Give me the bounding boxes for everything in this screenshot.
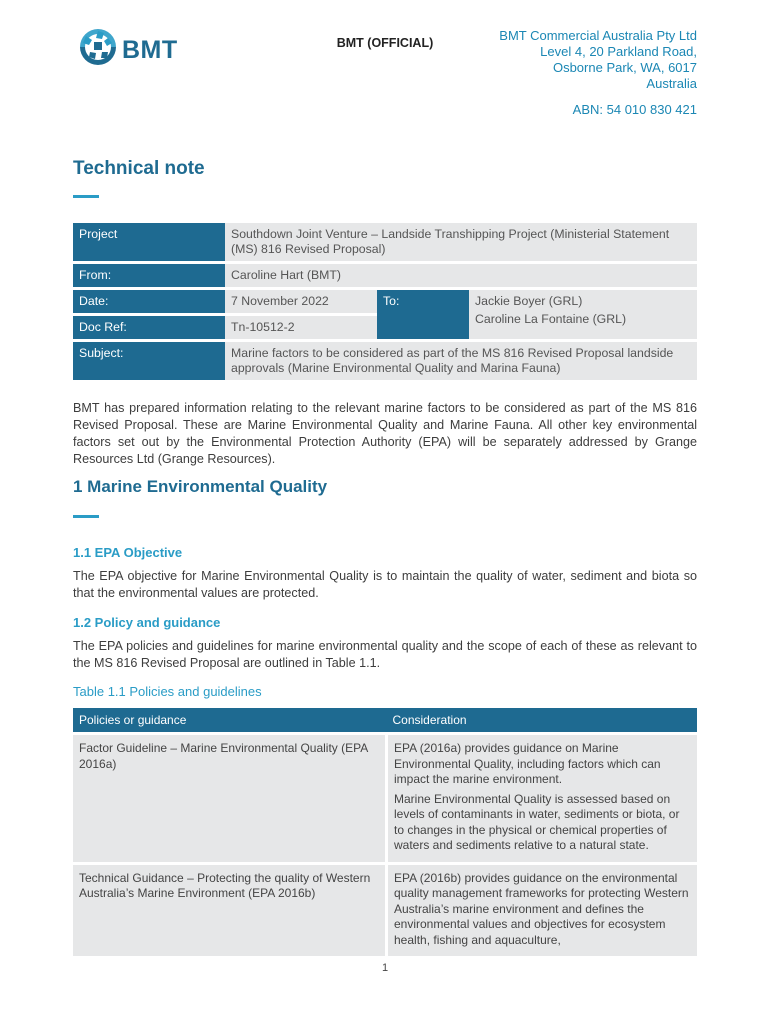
address-line: Osborne Park, WA, 6017 [552,60,697,75]
from-label: From: [73,264,225,287]
meta-row-from [73,264,697,287]
table-row [73,863,697,956]
meta-row-project [73,223,697,261]
address-line: Level 4, 20 Parkland Road, [540,44,697,59]
subsection-paragraph: The EPA objective for Marine Environmental Quality is to maintain the quality of water, sediment and biota so that the environmental values are protected. [73,569,697,600]
subsection-heading: 1.1 EPA Objective [73,545,183,560]
from-value: Caroline Hart (BMT) [225,264,697,287]
abn-number: ABN: 54 010 830 421 [572,102,697,117]
subject-value: Marine factors to be considered as part of the MS 816 Revised Proposal landside approvals (Marine Environmental Quality and Marina Fauna) [225,342,697,380]
consideration-cell [387,734,698,864]
consideration-text: EPA (2016b) provides guidance on the environmental quality management frameworks for protecting Western Australia’s marine environment and defines the environmental values and objectives for ecosystem health, fishing and aquaculture, [394,870,689,947]
subsection-paragraph: The EPA policies and guidelines for marine environmental quality and the scope of each of these as relevant to the MS 816 Revised Proposal are outlined in Table 1.1. [73,639,697,670]
logo-wordmark: BMT [122,36,178,64]
column-header: Consideration [387,708,698,734]
policy-cell: Technical Guidance – Protecting the quality of Western Australia’s Marine Environment (EPA 2016b) [73,863,387,956]
column-header: Policies or guidance [73,708,387,734]
subsection-heading: 1.2 Policy and guidance [73,615,221,630]
to-label: To: [377,290,469,339]
policy-cell: Factor Guideline – Marine Environmental Quality (EPA 2016a) [73,734,387,864]
table-header-row [73,708,697,734]
meta-row-subject [73,342,697,380]
consideration-text: Marine Environmental Quality is assessed based on levels of contaminants in water, sediments or biota, or to changes in the physical or chemical properties of waters and sediments relative to a natural state. [394,791,680,852]
classification-label: BMT (OFFICIAL) [336,36,434,50]
date-label: Date: [73,290,225,313]
document-title: Technical note [73,158,205,179]
date-value: 7 November 2022 [225,290,377,313]
document-meta-table [73,220,697,383]
recipient: Caroline La Fontaine (GRL) [475,312,627,326]
project-value: Southdown Joint Venture – Landside Transhipping Project (Ministerial Statement (MS) 816 Revised Proposal) [225,223,697,261]
section-accent-bar [73,515,99,518]
recipient: Jackie Boyer (GRL) [475,294,583,308]
consideration-text: EPA (2016a) provides guidance on Marine Environmental Quality, including factors which can impact the marine environment. [394,741,661,786]
meta-row-date [73,290,697,313]
policies-table [73,708,697,956]
consideration-cell [387,863,698,956]
subject-label: Subject: [73,342,225,380]
page-number: 1 [381,962,389,974]
to-value [469,290,697,339]
address-line: BMT Commercial Australia Pty Ltd [499,28,697,43]
project-label: Project [73,223,225,261]
address-line: Australia [646,76,697,91]
section-heading: 1 Marine Environmental Quality [73,477,328,496]
title-accent-bar [73,195,99,198]
docref-label: Doc Ref: [73,316,225,339]
docref-value: Tn-10512-2 [225,316,377,339]
table-row [73,734,697,864]
company-address [499,28,697,92]
table-caption: Table 1.1 Policies and guidelines [73,684,262,699]
intro-paragraph: BMT has prepared information relating to the relevant marine factors to be considered as part of the MS 816 Revised Proposal. These are Marine Environmental Quality and Marine Fauna. All other key environmental factors set out by the Environmental Protection Authority (EPA) will be separately addressed by Grange Resources Ltd (Grange Resources). [73,401,697,466]
